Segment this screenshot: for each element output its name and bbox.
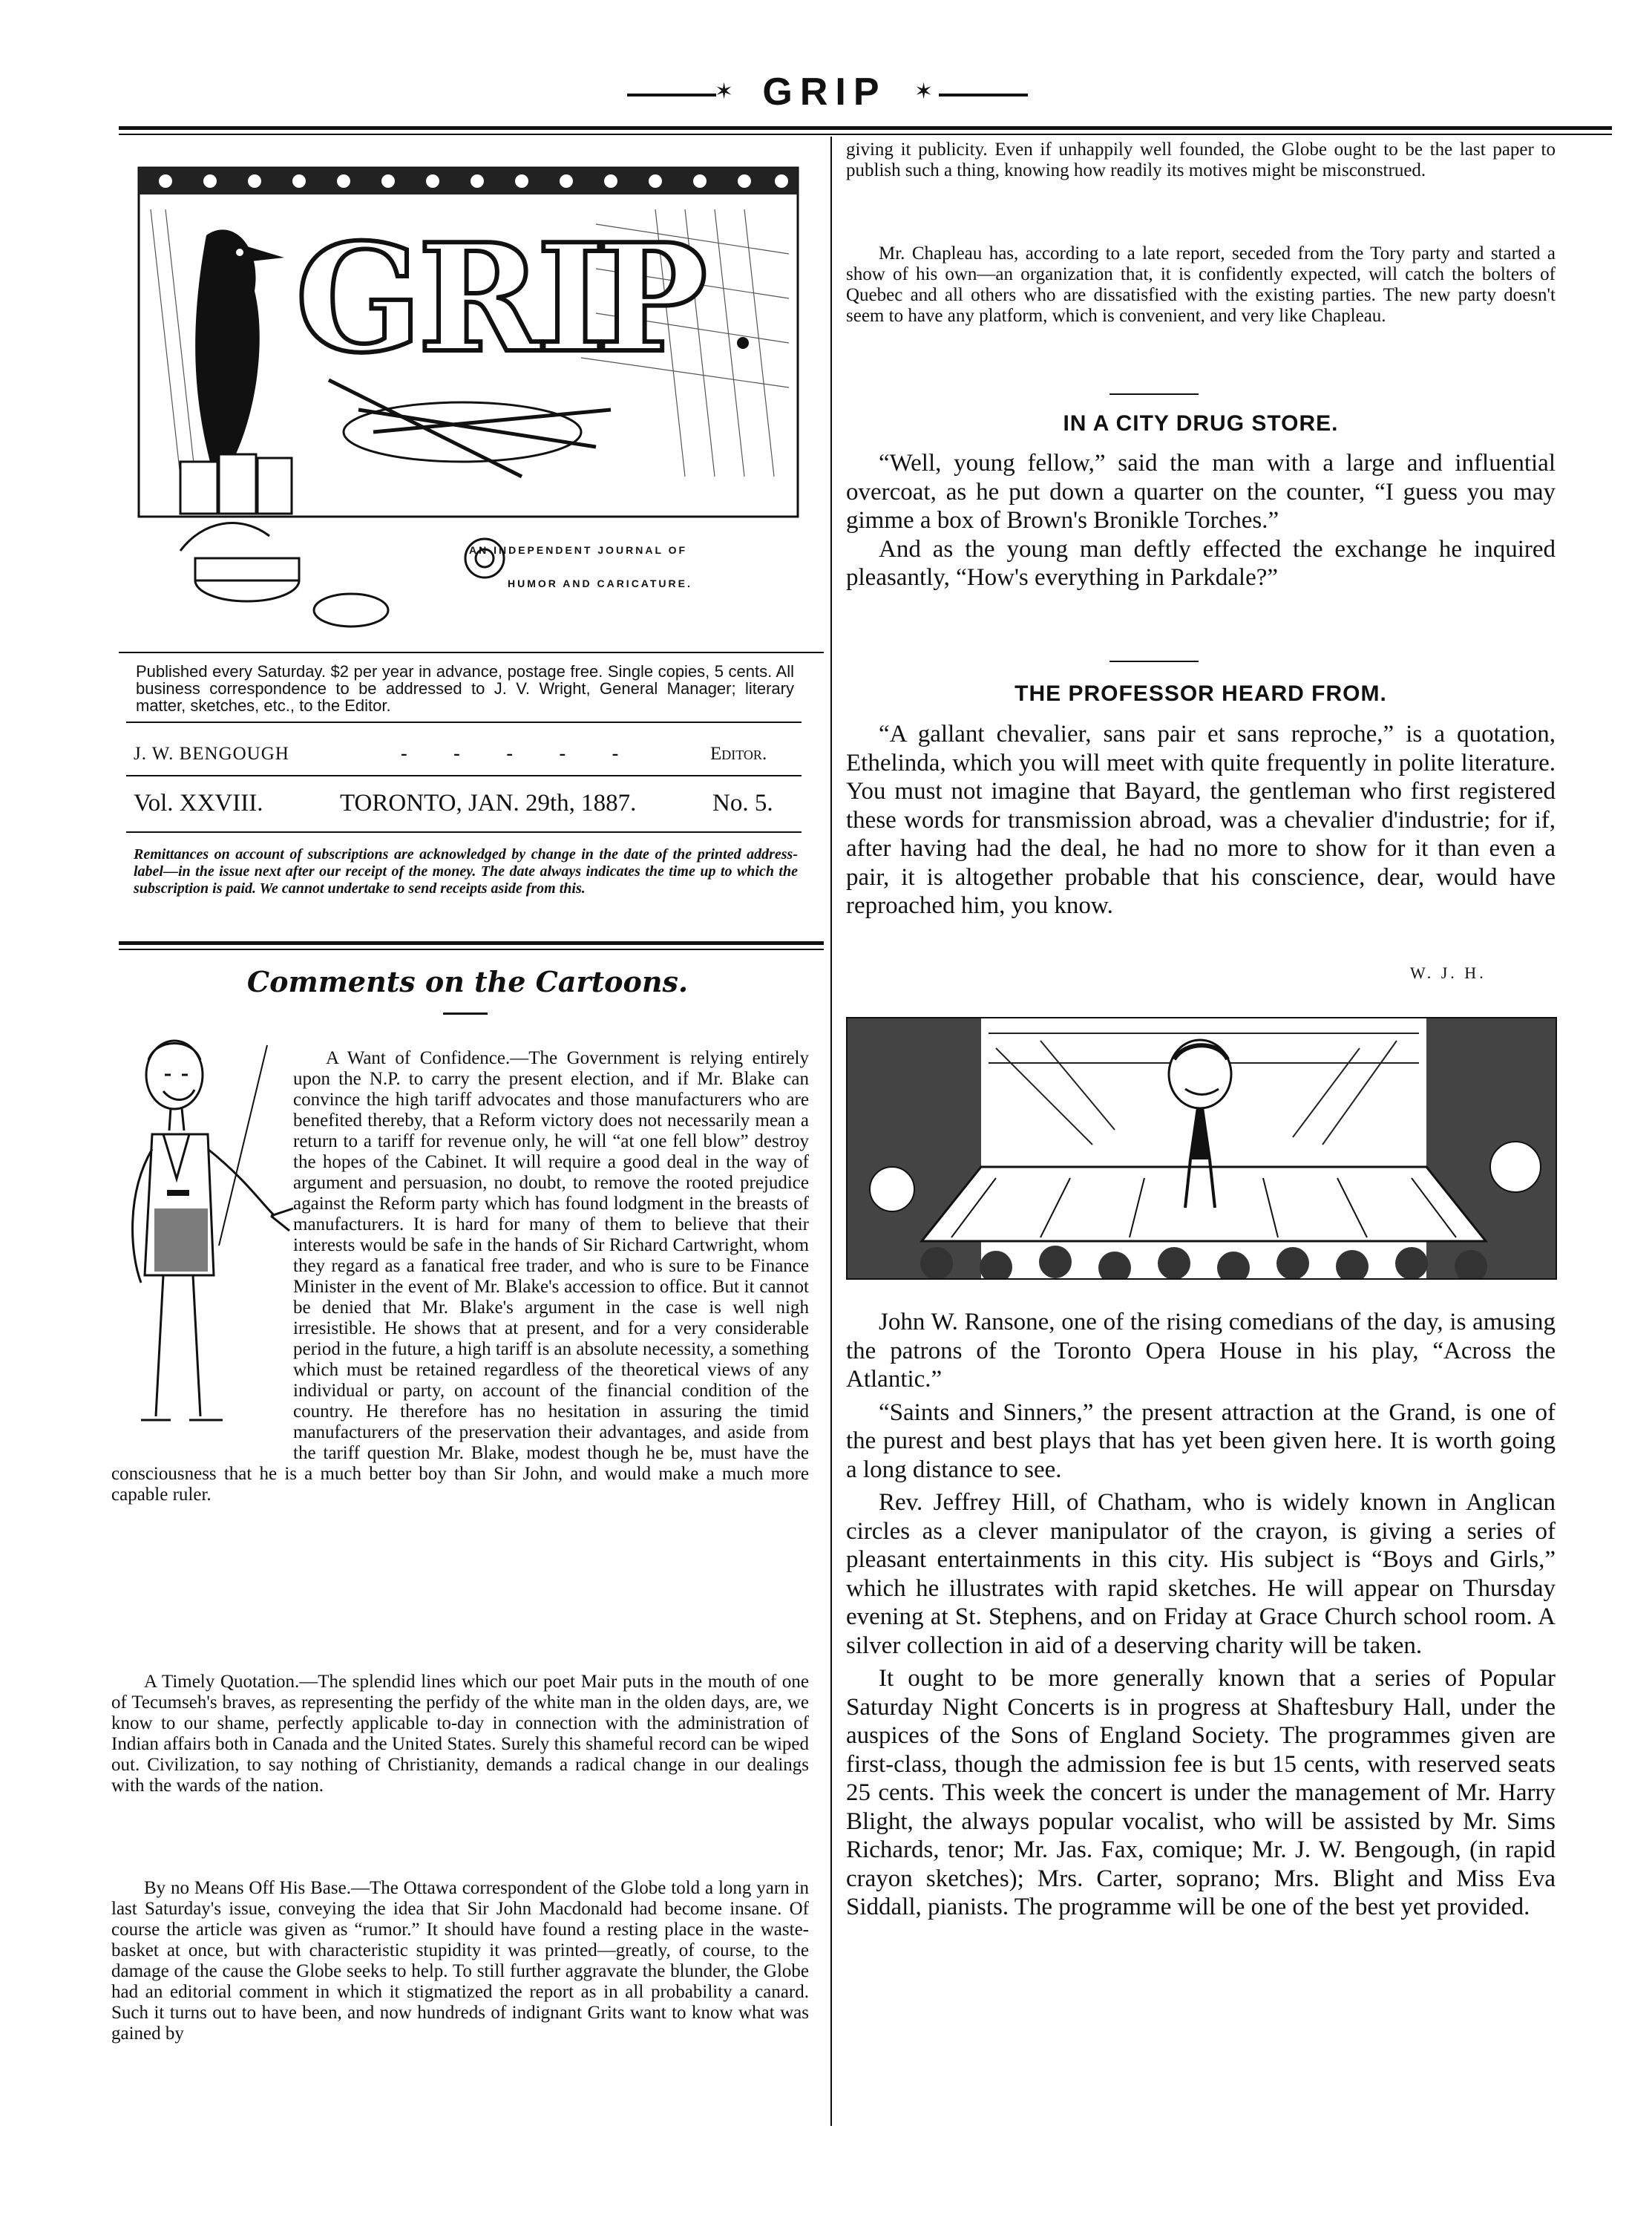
logo-tagline-1: AN INDEPENDENT JOURNAL OF [469, 544, 688, 556]
rule-under-logo [119, 652, 824, 653]
chapleau-paragraph: Mr. Chapleau has, according to a late report, seceded from the Tory party and started a show of his own—an organization that, it is confidently expected, will catch the bolters of Quebec and all others who are dissatisfied with the existing parties. The new party doesn't seem to have any platform, which is convenient, and very like Chapleau. [846, 243, 1556, 326]
remittance-notice: Remittances on account of subscriptions are acknowledged by change in the date of the printed address-label—in the issue next after our receipt of the money. The date always indicates the time up to which the subscription is paid. We cannot undertake to send receipts aside from this. [134, 846, 798, 897]
svg-text:G: G [295, 212, 422, 386]
comments-p2-text: A Timely Quotation.—The splendid lines which our poet Mair puts in the mouth of one of Tecumseh's braves, as representing the perfidy of the white man in the olden days, are, we know to our shame, perfectly applicable to-day in connection with the administration of Indian affairs both in Canada and the United States. Surely this shameful record can be wiped out. Civilization, to say nothing of Christianity, demands a radical change in our dealings with the wards of the nation. [111, 1672, 809, 1796]
professor-heading: THE PROFESSOR HEARD FROM. [1015, 681, 1387, 706]
theatre-notes [846, 1308, 1556, 1922]
comments-p1-text: A Want of Confidence.—The Government is relying entirely upon the N.P. to carry the present election, and if Mr. Blake can convince the high tariff advocates and those manufacturers who are benefited thereby, that a Reform victory does not necessarily mean a return to a tariff for revenue only, he will “at one fell blow” destroy the hopes of the Cabinet. It will require a good deal in the way of argument and persuasion, no doubt, to remove the rooted prejudice against the Reform party which has found lodgment in the breasts of manufacturers. It is hard for many of them to believe that their interests would be safe in the hands of Sir Richard Cartwright, whom they regard as a fanatical free trader, and who is sure to be Finance Minister in the event of Mr. Blake's accession to office. But it cannot be denied that Mr. Blake's argument in the case is well nigh irresistible. He shows that at present, and for a very considerable period in the future, a high tariff is an absolute necessity, a something which must be retained regardless of the theoretical views of any individual or party, on account of the financial condition of the country. He therefore has no hesitation in assuring the timid manufacturers of the preservation their advantages, and aside from the tariff question Mr. Blake, modest though he be, must have the consciousness that he is a much better boy than Sir John, and would make a much more capable ruler. [111, 1048, 809, 1505]
top-rule-thin [119, 134, 1612, 135]
comments-p3-text: By no Means Off His Base.—The Ottawa correspondent of the Globe told a long yarn in last Saturday's issue, conveying the idea that Sir John Macdonald had become insane. Of course the article was given as “rumor.” It should have found a resting place in the waste-basket at once, but with characteristic stupidity it was printed—greatly, of course, to the damage of the cause the Globe seeks to help. To still further aggravate the blunder, the Globe had an editorial comment in which it stigmatized the report as in all probability a canard. Such it turns out to have been, and now hundreds of indignant Grits want to know what was gained by [111, 1878, 809, 2044]
masthead-star-right: ✶ [914, 79, 934, 104]
rule-volume [126, 831, 802, 833]
svg-text:I: I [537, 212, 606, 386]
saints-paragraph: “Saints and Sinners,” the present attraction at the Grand, is one of the purest and best plays that has yet been given here. It is worth going a long distance to see. [846, 1398, 1556, 1483]
issue-number: No. 5. [712, 790, 773, 817]
rule-section-thin [119, 949, 824, 950]
comments-heading: Comments on the Cartoons. [246, 965, 689, 998]
editor-dots: - - - - - [401, 742, 640, 764]
svg-text:R: R [418, 212, 542, 386]
top-rule-thick [119, 126, 1612, 130]
drug-store-p1: “Well, young fellow,” said the man with a large and influential overcoat, as he put down a quarter on the counter, “I guess you may gimme a box of Brown's Bronikle Torches.” [846, 450, 1556, 534]
grip-logo-illustration [136, 165, 801, 640]
drug-store-p2: And as the young man deftly effected the exchange he inquired pleasantly, “How's everything in Parkdale?” [846, 535, 1556, 591]
masthead-right-dash [939, 94, 1028, 96]
svg-text:P: P [596, 212, 708, 386]
drug-store-body [846, 449, 1556, 592]
ransone-stage-illustration [846, 1017, 1557, 1280]
rule-notice [126, 722, 802, 723]
right-continuation: giving it publicity. Even if unhappily well founded, the Globe ought to be the last paper to publish such a thing, knowing how readily its motives might be misconstrued. [846, 140, 1556, 180]
caricature-float-space [111, 1048, 293, 1464]
rule-editor [126, 775, 802, 776]
professor-signature: W. J. H. [1410, 964, 1487, 982]
column-divider [830, 137, 832, 2126]
professor-body: “A gallant chevalier, sans pair et sans reproche,” is a quotation, Ethelinda, which you will meet with quite frequently in polite literature. You must not imagine that Bayard, the gentleman who first registered these words for transmission abroad, was a chevalier d'industrie; for if, after having had the deal, he had no more to show for it than even a pair, it is altogether probable that his conscience, dear, would have reproached him, you know. [846, 721, 1556, 919]
rule-after-drug [1109, 661, 1199, 662]
dateline: TORONTO, JAN. 29th, 1887. [340, 790, 637, 817]
editor-label: Editor. [710, 744, 767, 764]
masthead-left-dash [627, 94, 716, 96]
publication-notice: Published every Saturday. $2 per year in advance, postage free. Single copies, 5 cents. All business correspondence to be addressed to J. V. Wright, General Manager; literary matter, sketches, etc., to the Editor. [136, 662, 794, 715]
rule-section-thick [119, 941, 824, 945]
ransone-paragraph: John W. Ransone, one of the rising comedians of the day, is amusing the patrons of the Toronto Opera House in his play, “Across the Atlantic.” [846, 1309, 1556, 1393]
concerts-paragraph: It ought to be more generally known that a series of Popular Saturday Night Concerts is in progress at Shaftesbury Hall, under the auspices of the Sons of England Society. The programmes given are first-class, though the admission fee is but 15 cents, with reserved seats 25 cents. This week the concert is under the management of Mr. Harry Blight, the always popular vocalist, who will be assisted by Mr. Sims Richards, tenor; Mr. Jas. Fax, comique; Mr. J. W. Bengough, (in rapid crayon sketches); Mrs. Carter, soprano; Mrs. Blight and Miss Eva Siddall, pianists. The programme will be one of the best yet provided. [846, 1665, 1556, 1920]
editor-name: J. W. BENGOUGH [134, 744, 289, 764]
comments-p2 [111, 1672, 809, 1796]
masthead-title: GRIP [762, 71, 887, 114]
hill-paragraph: Rev. Jeffrey Hill, of Chatham, who is widely known in Anglican circles as a clever manipulator of the crayon, is giving a series of pleasant entertainments in this city. His subject is “Boys and Girls,” which he illustrates with rapid sketches. He will appear on Thursday evening at St. Stephens, and on Friday at Grace Church school room. A silver collection in aid of a deserving charity will be taken. [846, 1489, 1556, 1659]
logo-tagline-2: HUMOR AND CARICATURE. [508, 578, 692, 589]
comments-heading-rule [443, 1013, 488, 1015]
masthead-star-left: ✶ [715, 79, 734, 104]
comments-p1 [111, 1048, 809, 1505]
comments-p3 [111, 1878, 809, 2044]
rule-after-chapleau [1109, 393, 1199, 395]
drug-store-heading: IN A CITY DRUG STORE. [1063, 411, 1339, 436]
volume-number: Vol. XXVIII. [134, 790, 263, 817]
